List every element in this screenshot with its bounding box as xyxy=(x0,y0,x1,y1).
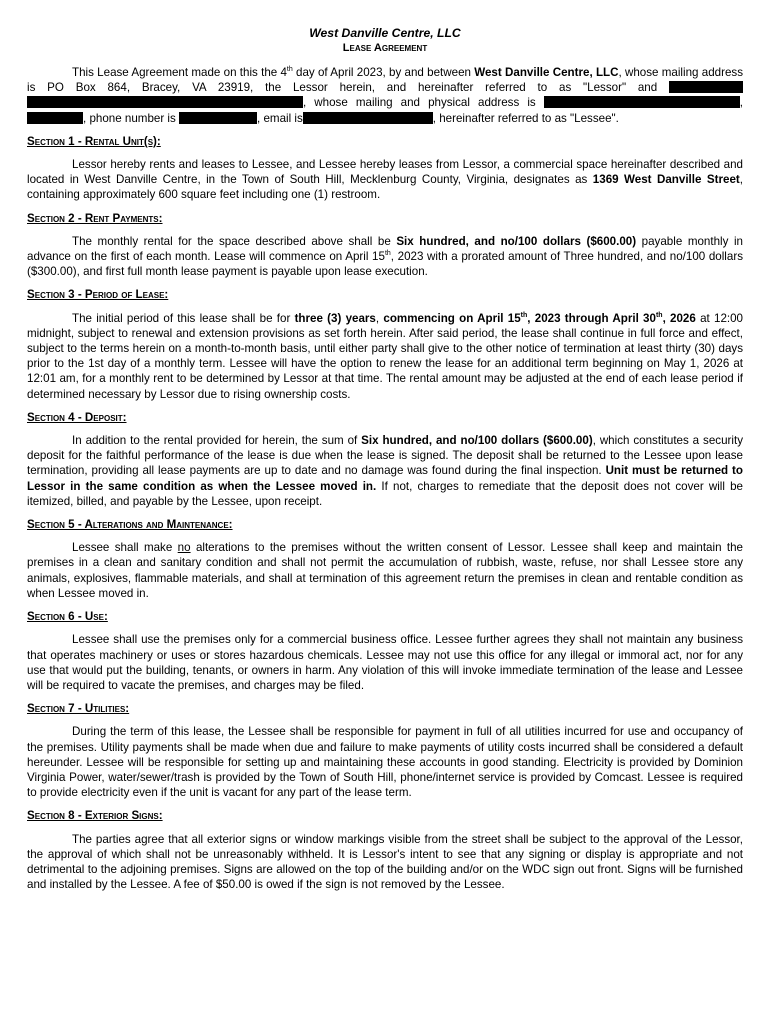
section-7-body: During the term of this lease, the Lessee shall be responsible for payment in full of all utilities incurred for use and occupancy of the premises. Utility payments shall be made when due and failure to make payments of utility costs incurred shall be considered a default hereunder. Lessee will be responsible for setting up and maintaining these accounts in good standing. Electricity is provided by Dominion Virginia Power, water/sewer/trash is provided by the Town of South Hill, phone/internet service is provided by Comcast. Lessee is required to provide electricity even if the unit is vacant for any part of the lease term. xyxy=(27,725,743,800)
section-5-body: Lessee shall make no alterations to the premises without the written consent of Lessor. Lessee shall keep and maintain the premises in a clean and sanitary condition and shall not permit the accumulation of rubbish, waste, refuse, nor shall Lessee store any animals, explosives, flammable materials, and shall at termination of this agreement return the premises in clean and rentable condition as when Lessee moved in. xyxy=(27,541,743,600)
section-8-heading: Section 8 - Exterior Signs: xyxy=(27,809,163,823)
lessor-name: West Danville Centre, LLC xyxy=(474,66,619,79)
redaction-lessee-name-cont xyxy=(27,96,303,108)
section-1-body: Lessor hereby rents and leases to Lessee, and Lessee hereby leases from Lessor, a commercial space hereinafter described and located in West Danville Centre, in the Town of South Hill, Mecklenburg County, Virginia, designates as 1369 West Danville Street, containing approximately 600 square feet including one (1) restroom. xyxy=(27,158,743,202)
section-2-body: The monthly rental for the space described above shall be Six hundred, and no/100 dollars ($600.00) payable monthly in advance on the first of each month. Lease will commence on April 15th, 2023 with a prorated amount of Three hundred, and no/100 dollars ($300.00), and first full month lease payment is payable upon lease execution. xyxy=(27,234,743,279)
section-6-body: Lessee shall use the premises only for a commercial business office. Lessee further agrees they shall not maintain any business that operates machinery or uses or stores hazardous chemicals. Lessee may not use this office for any illegal or immoral act, nor for any use that would put the building, tenants, or owners in harm. Any violation of this will invoke immediate termination of the lease and Lessee will be required to vacate the premises, and charges may be filed. xyxy=(27,633,743,692)
section-4-body: In addition to the rental provided for herein, the sum of Six hundred, and no/100 dollars ($600.00), which constitutes a security deposit for the faithful performance of the lease is due when the lease is signed. The deposit shall be returned to the Lessee upon lease termination, providing all lease payments are up to date and no damage was found during the final inspection. Unit must be returned to Lessor in the same condition as when the Lessee moved in. If not, charges to remediate that the deposit does not cover will be itemized, billed, and payable by the Lessee, upon receipt. xyxy=(27,434,743,508)
redaction-address-cont xyxy=(27,112,83,124)
section-2-heading: Section 2 - Rent Payments: xyxy=(27,211,163,225)
document-subtitle: Lease Agreement xyxy=(342,42,428,54)
section-7-heading: Section 7 - Utilities: xyxy=(27,702,130,716)
redaction-lessee-name xyxy=(669,81,743,93)
section-3-body: The initial period of this lease shall be for three (3) years, commencing on April 15th, 2023 through April 30th, 2026 at 12:00 midnight, subject to renewal and extension provisions as set forth herein. After said period, the lease shall continue in full force and effect, subject to the terms herein on a month-to-month basis, until either party shall give to the other notice of termination at least thirty (30) days prior to the 1st day of a monthly term. Lessee will have the option to renew the lease for an additional term beginning on May 1, 2026 at 12:01 am, for a monthly rent to be determined by Lessor at that time. The rental amount may be adjusted at the end of each lease period if determined necessary by Lessor due to rising ownership costs. xyxy=(27,311,744,401)
section-3-heading: Section 3 - Period of Lease: xyxy=(27,288,169,302)
section-8-body: The parties agree that all exterior signs or window markings visible from the street shall be subject to the approval of the Lessor, the approval of which shall not be unreasonably withheld. It is Lessor's intent to see that any signing or display is appropriate and not detrimental to the adjoining premises. Signs are allowed on the top of the building and/or on the WDC sign out front. Signs will be furnished and installed by the Lessee. A fee of $50.00 is owed if the sign is not removed by the Lessee. xyxy=(27,832,743,892)
company-title: West Danville Centre, LLC xyxy=(309,26,461,40)
lease-document xyxy=(27,26,743,892)
section-6-heading: Section 6 - Use: xyxy=(27,610,108,624)
section-5-heading: Section 5 - Alterations and Maintenance: xyxy=(27,518,233,532)
section-4-heading: Section 4 - Deposit: xyxy=(27,410,127,424)
redaction-email xyxy=(303,112,433,124)
redaction-address xyxy=(544,96,740,108)
redaction-phone xyxy=(179,112,257,124)
intro-paragraph: This Lease Agreement made on this the 4th day of April 2023, by and between West Danville Centre, LLC, whose mailing address is PO Box 864, Bracey, VA 23919, the Lessor herein, and hereinafter referred to as "Lessor" and , whose mailing and physical address is , , phone number is , email is , hereinafter referred to as "Lessee". xyxy=(27,66,743,125)
section-1-heading: Section 1 - Rental Unit(s): xyxy=(27,134,161,148)
